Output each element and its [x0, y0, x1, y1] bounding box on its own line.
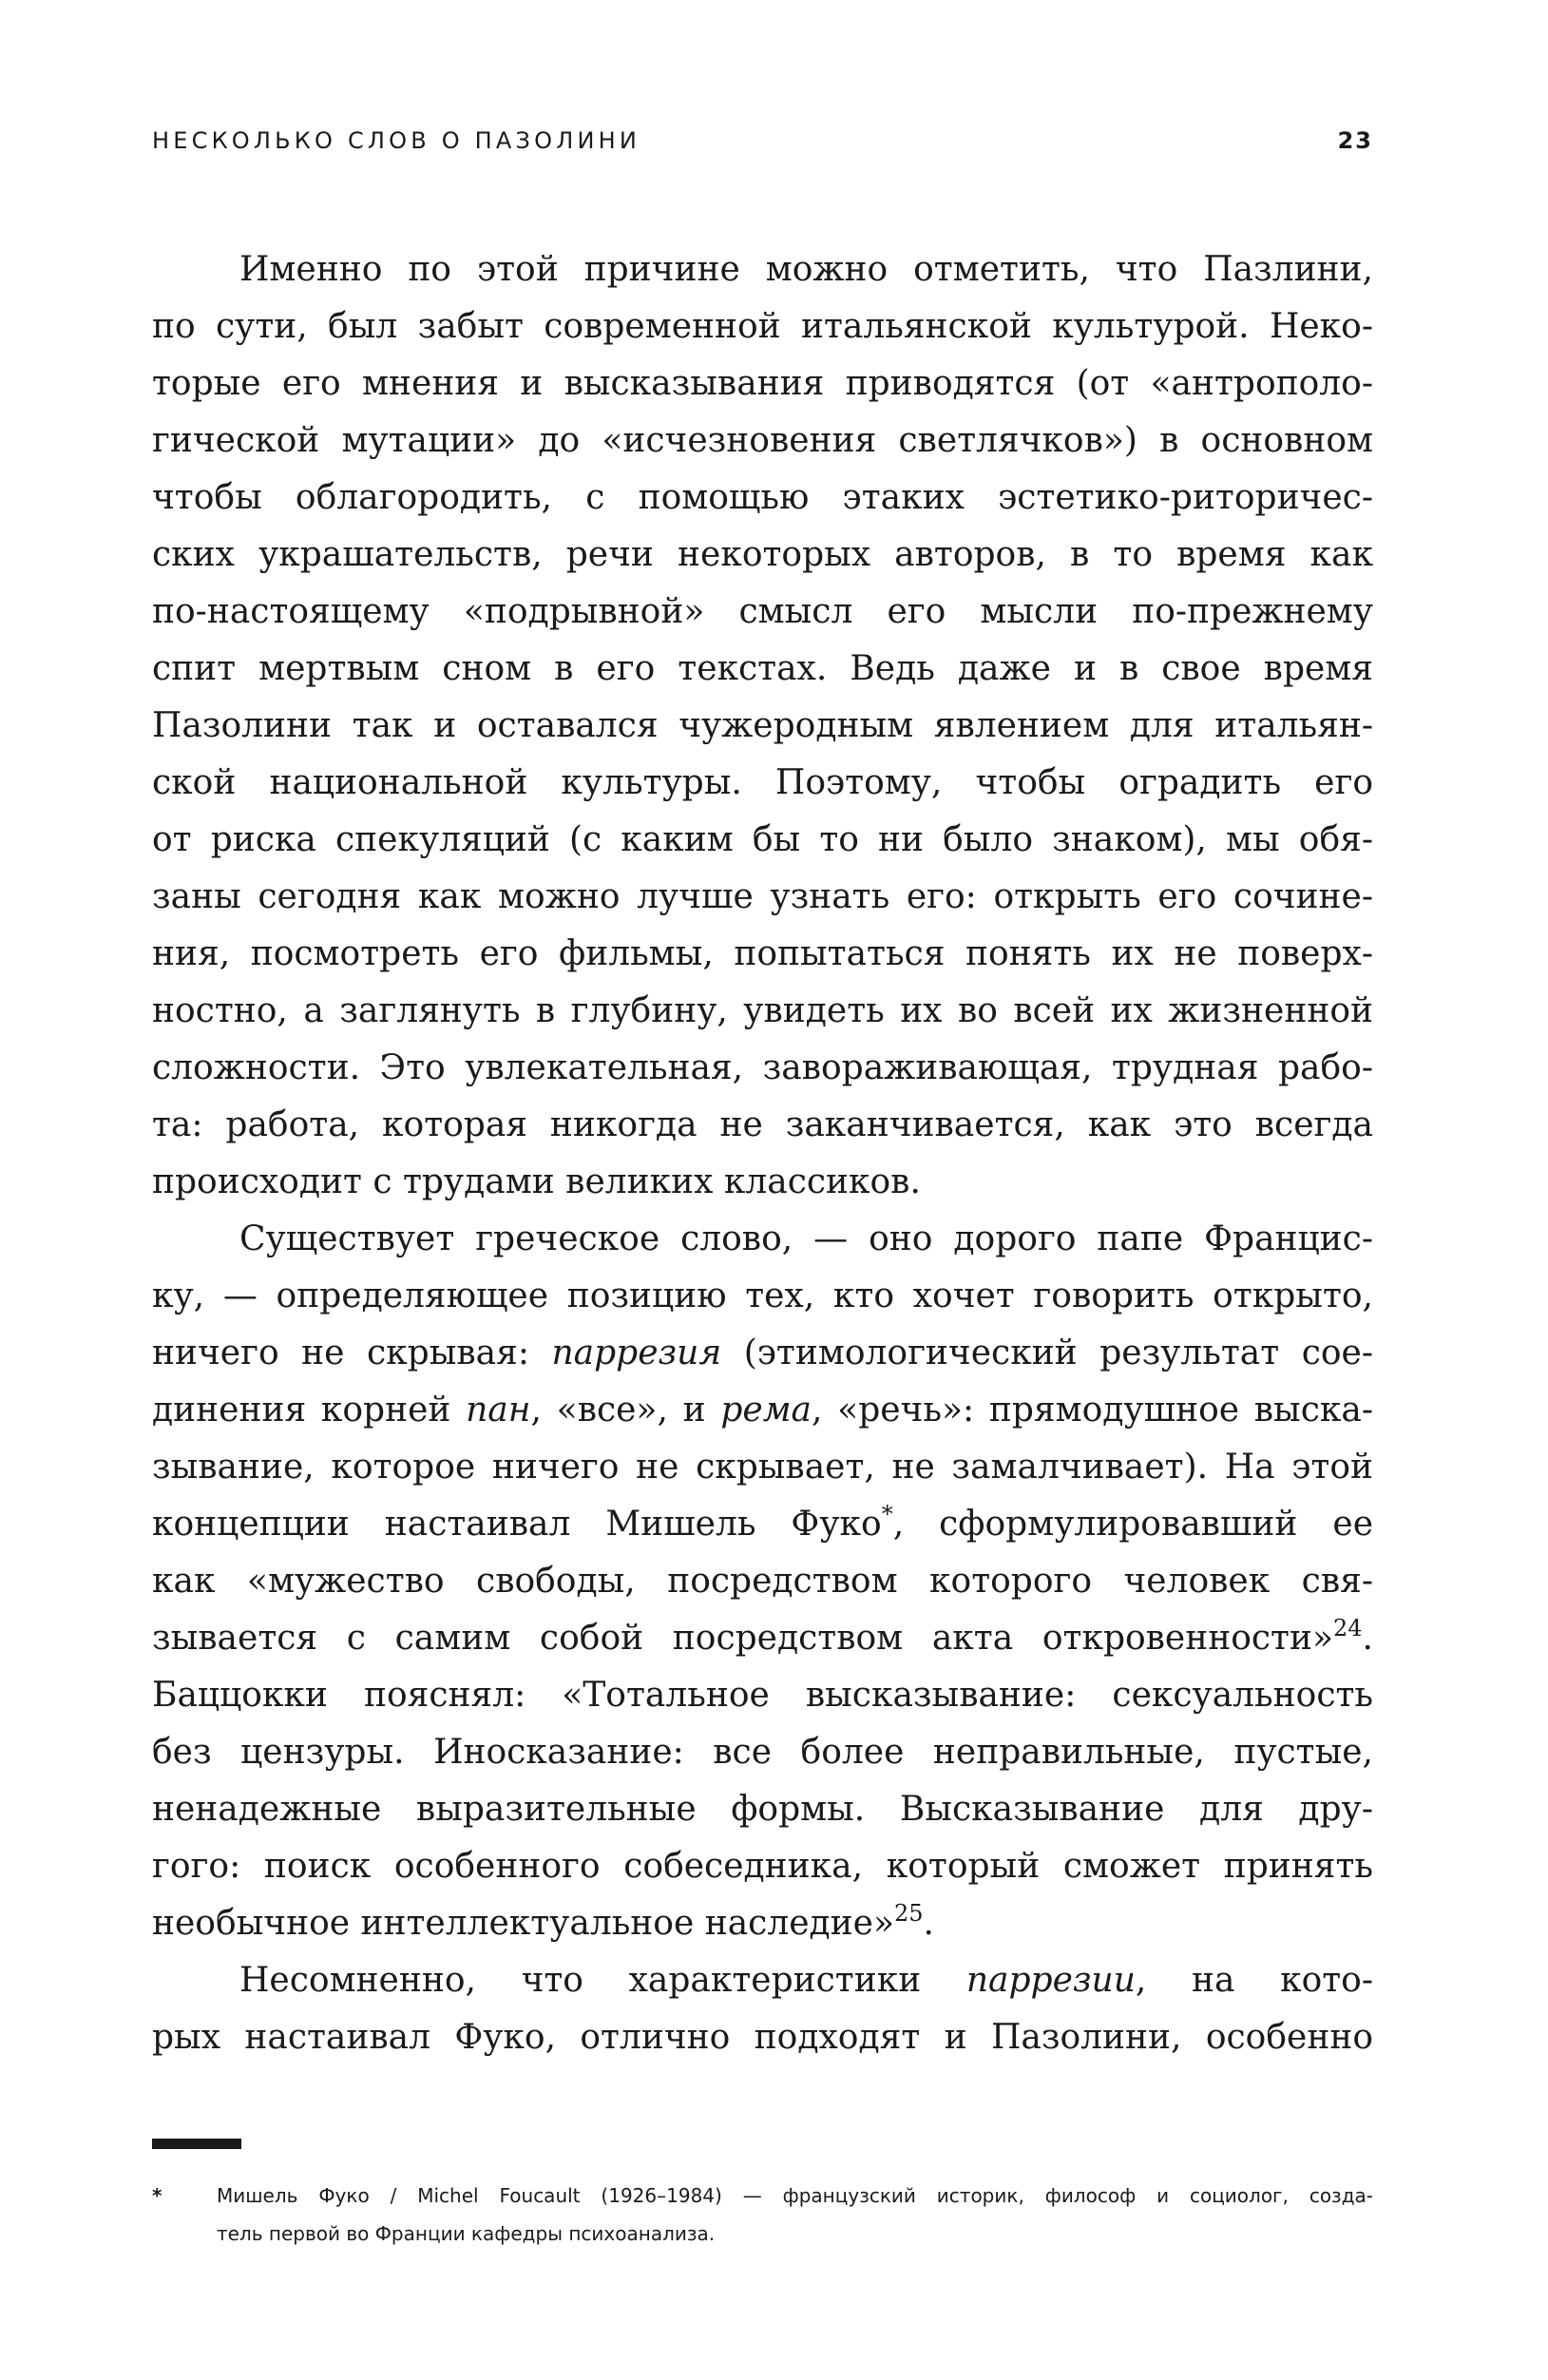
text-line: ненадежные выразительные формы. Высказывание для дру- [152, 1790, 1373, 1829]
text-line: Баццокки пояснял: «Тотальное высказывание: сексуальность [152, 1676, 1373, 1715]
italic-term: пан [466, 1391, 531, 1430]
text-line: без цензуры. Иносказание: все более неправильные, пустые, [152, 1733, 1373, 1772]
text-line: спит мертвым сном в его текстах. Ведь даже и в свое время [152, 649, 1373, 688]
footnote-line: Мишель Фуко / Michel Foucault (1926–1984) — французский историк, философ и социолог, созда- [217, 2184, 1373, 2207]
italic-term: паррезии [965, 1961, 1136, 2000]
text-line: концепции настаивал Мишель Фуко*, сформулировавший ее [152, 1501, 1374, 1544]
text-line: ских украшательств, речи некоторых авторов, в то время как [152, 535, 1373, 574]
running-title: НЕСКОЛЬКО СЛОВ О ПАЗОЛИНИ [152, 127, 641, 154]
text-line: от риска спекуляций (с каким бы то ни было знаком), мы обя- [152, 820, 1373, 859]
text-line: как «мужество свободы, посредством которого человек свя- [152, 1562, 1373, 1601]
text-line: чтобы облагородить, с помощью этаких эстетико-риторичес- [152, 478, 1373, 517]
note-reference: 25 [894, 1900, 924, 1927]
text-line: торые его мнения и высказывания приводятся (от «антрополо- [152, 364, 1373, 403]
text-line: Существует греческое слово, — оно дорого папе Францис- [239, 1219, 1373, 1258]
paragraph [152, 241, 1373, 1211]
text-line: гого: поиск особенного собеседника, который сможет принять [152, 1847, 1373, 1886]
body-text [152, 241, 1373, 2066]
paragraph [152, 1952, 1373, 2066]
text-line: гической мутации» до «исчезновения светлячков») в основном [152, 421, 1373, 460]
text-line: происходит с трудами великих классиков. [152, 1162, 921, 1201]
text-line: та: работа, которая никогда не заканчивается, как это всегда [152, 1105, 1373, 1144]
note-reference: * [881, 1501, 893, 1527]
note-reference: 24 [1333, 1615, 1363, 1641]
text-line: Именно по этой причине можно отметить, что Пазлини, [239, 250, 1373, 289]
page-number: 23 [1337, 127, 1373, 154]
text-line: зывается с самим собой посредством акта откровенности»$^{24}$. [152, 1615, 1373, 1658]
text-line: зывание, которое ничего не скрывает, не замалчивает). На этой [152, 1448, 1373, 1487]
text-line: заны сегодня как можно лучше узнать его: открыть его сочине- [152, 877, 1373, 916]
text-line: необычное интеллектуальное наследие»$^{25}$. [152, 1900, 934, 1943]
text-line: динения корней пан, «все», и рема, «речь»: прямодушное выска- [152, 1391, 1373, 1430]
text-line: сложности. Это увлекательная, завораживающая, трудная рабо- [152, 1048, 1373, 1087]
footnote-line: тель первой во Франции кафедры психоанализа. [217, 2222, 716, 2245]
footnote-rule [152, 2139, 241, 2149]
text-line: Несомненно, что характеристики паррезии, на кото- [239, 1961, 1374, 2000]
text-line: по сути, был забыт современной итальянской культурой. Неко- [152, 307, 1373, 346]
text-line: ния, посмотреть его фильмы, попытаться понять их не поверх- [152, 934, 1373, 973]
footnote-text [217, 2177, 1373, 2253]
italic-term: рема [720, 1391, 812, 1430]
footnote-mark: * [152, 2184, 162, 2207]
text-line: ничего не скрывая: паррезия (этимологический результат сое- [152, 1334, 1373, 1372]
running-head [152, 127, 1373, 165]
text-line: Пазолини так и оставался чужеродным явлением для итальян- [152, 706, 1373, 745]
text-line: ностно, а заглянуть в глубину, увидеть их во всей их жизненной [152, 991, 1373, 1030]
text-line: рых настаивал Фуко, отлично подходят и Пазолини, особенно [152, 2018, 1373, 2057]
paragraph [152, 1211, 1373, 1952]
text-line: ской национальной культуры. Поэтому, чтобы оградить его [152, 763, 1373, 802]
text-line: по-настоящему «подрывной» смысл его мысли по-прежнему [152, 592, 1373, 631]
text-line: ку, — определяющее позицию тех, кто хочет говорить открыто, [152, 1276, 1373, 1315]
italic-term: паррезия [551, 1334, 722, 1372]
